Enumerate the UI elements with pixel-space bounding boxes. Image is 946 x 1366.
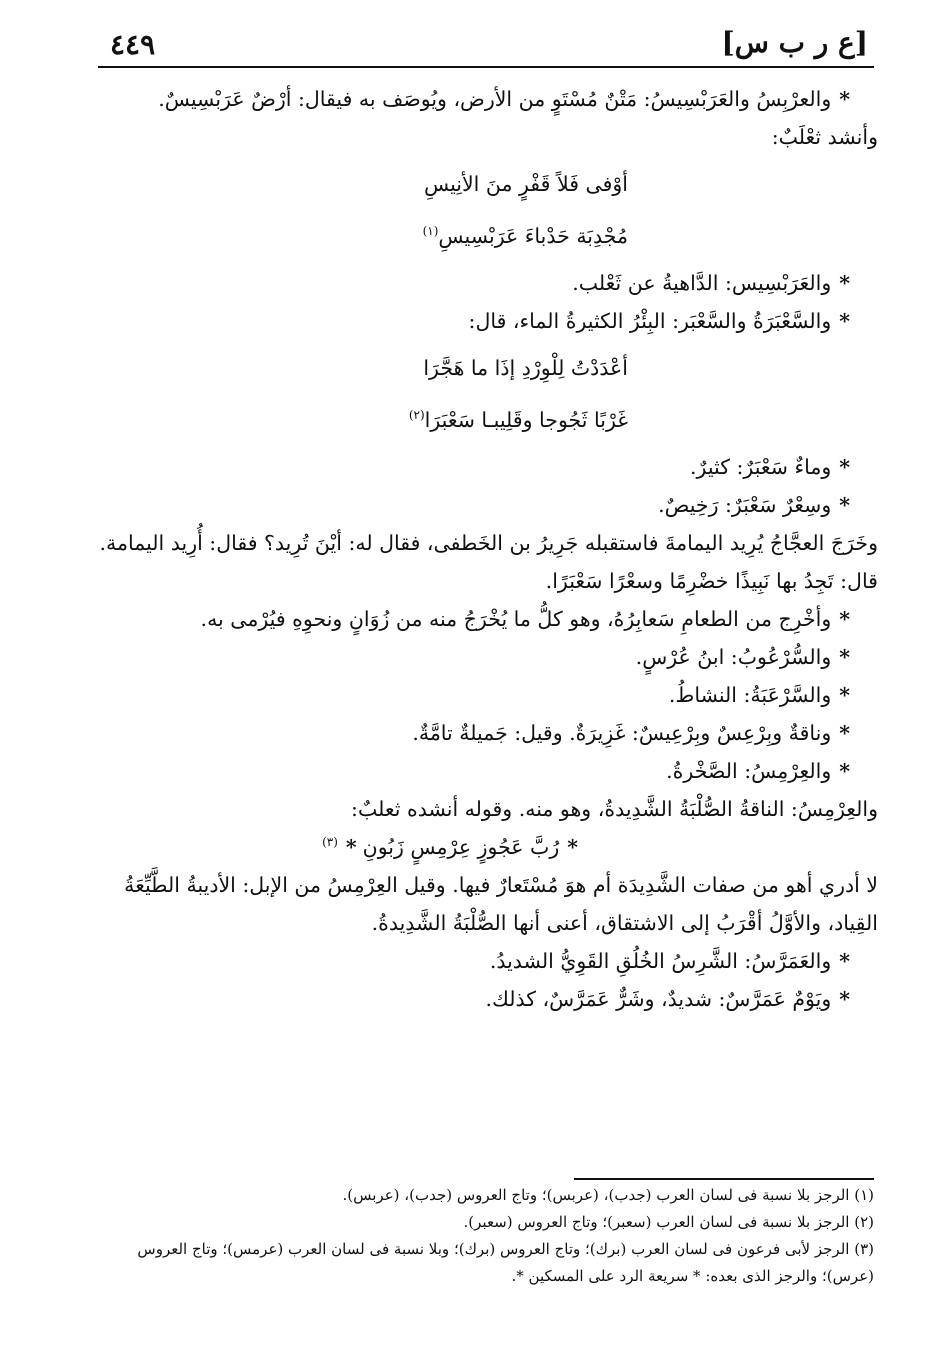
entry-paragraph bbox=[98, 676, 878, 714]
footnote: (١) الرجز بلا نسبة فى لسان العرب (جدب)، (عربس)؛ وتاج العروس (جدب)، (عربس). bbox=[342, 1186, 874, 1204]
entry-star-marker: * bbox=[839, 721, 850, 745]
entry-paragraph bbox=[98, 302, 878, 340]
entry-star-marker: * bbox=[839, 949, 850, 973]
entry-paragraph bbox=[98, 80, 878, 118]
entry-paragraph bbox=[98, 752, 878, 790]
verse-text: أعْدَدْتُ لِلْوِرْدِ إذَا ما هَجَّرَا bbox=[423, 356, 628, 380]
footnote-rule bbox=[574, 1178, 874, 1180]
footnotes bbox=[90, 1182, 874, 1290]
text-paragraph bbox=[98, 118, 878, 156]
entry-star-marker: * bbox=[839, 987, 850, 1011]
entry-text: والعرْبِسُ والعَرَبْسِيسُ: مَتْنٌ مُسْتَوٍ من الأرض، ويُوصَف به فيقال: أرْضٌ عَرَبْسِيسٌ. bbox=[158, 87, 832, 111]
paragraph-text: والعِرْمِسُ: الناقةُ الصُّلْبَةُ الشَّدِيدةُ، وهو منه. وقوله أنشده ثعلبٌ: bbox=[351, 797, 878, 821]
entry-paragraph bbox=[98, 600, 878, 638]
verse-text: غَرْبًا ثَجُوجا وقَلِيبـا سَعْبَرَا bbox=[424, 408, 628, 432]
entry-paragraph bbox=[98, 980, 878, 1018]
footnote-ref: (٣) bbox=[322, 835, 338, 850]
entry-star-marker: * bbox=[839, 87, 850, 111]
entry-text: والعَرَبْسِيس: الدَّاهيةُ عن ثَعْلب. bbox=[572, 271, 832, 295]
entry-star-marker: * bbox=[839, 271, 850, 295]
verse-line bbox=[98, 212, 878, 260]
entry-text: والسُّرْعُوبُ: ابنُ عُرْسٍ. bbox=[635, 645, 832, 669]
verse-text: مُجْدِبَة حَدْباءَ عَرَبْسِيسِ bbox=[438, 224, 628, 248]
page-number: ٤٤٩ bbox=[110, 28, 156, 61]
footnote: (٢) الرجز بلا نسبة فى لسان العرب (سعبر)؛ وتاج العروس (سعبر). bbox=[463, 1213, 874, 1231]
verse-line bbox=[98, 396, 878, 444]
root-heading: [ع ر ب س] bbox=[721, 26, 868, 59]
entry-star-marker: * bbox=[839, 645, 850, 669]
entry-paragraph bbox=[98, 942, 878, 980]
entry-text: والسَّرْعَبَةُ: النشاطُ. bbox=[668, 683, 832, 707]
verse-text: رُبَّ عَجُوزٍ عِرْمِسٍ زَبُونِ bbox=[362, 835, 560, 859]
text-paragraph bbox=[98, 790, 878, 828]
entry-star-marker: * bbox=[839, 309, 850, 333]
entry-text: وسِعْرٌ سَعْبَرٌ: رَخِيصٌ. bbox=[658, 493, 832, 517]
footnote-ref: (١) bbox=[422, 224, 439, 239]
entry-paragraph bbox=[98, 638, 878, 676]
text-paragraph bbox=[98, 866, 878, 942]
footnote: (٣) الرجز لأبى فرعون فى لسان العرب (برك)؛ وتاج العروس (برك)؛ وبلا نسبة فى لسان العرب (عرمس)؛ وتاج العروس (عرس)؛ والرجز الذى بعده: * سريعة الرد على المسكين *. bbox=[137, 1240, 874, 1285]
paragraph-text: وخَرَجَ العجَّاجُ يُرِيد اليمامةَ فاستقبله جَرِيرُ بن الخَطفى، فقال له: أيْنَ تُرِيد؟ فقال: أُرِيد اليمامة. قال: تَجِدُ بها نَبِيذًا خضْرِمًا وسعْرًا سَعْبَرًا. bbox=[99, 531, 878, 593]
header-rule bbox=[98, 66, 874, 68]
paragraph-text: لا أدري أهو من صفات الشَّدِيدَة أم هوَ مُسْتَعارٌ فيها. وقيل العِرْمِسُ من الإبل: الأديبةُ الطَّيِّعَةُ القِياد، والأوَّلُ أقْرَبُ إلى الاشتقاق، أعنى أنها الصُّلْبَةُ الشَّدِيدةُ. bbox=[124, 873, 878, 935]
page-header bbox=[98, 18, 874, 68]
entry-paragraph bbox=[98, 486, 878, 524]
entry-star-marker: * bbox=[839, 493, 850, 517]
entry-star-marker: * bbox=[839, 455, 850, 479]
entry-text: وناقةٌ وبِرْعِسٌ وبِرْعِيسٌ: غَزِيرَةٌ. وقيل: جَميلةٌ تامَّةٌ. bbox=[412, 721, 832, 745]
entry-paragraph bbox=[98, 264, 878, 302]
entry-star-marker: * bbox=[839, 759, 850, 783]
verse-text: أوْفى فَلاً قَفْرٍ منَ الأنِيسِ bbox=[423, 172, 628, 196]
entry-text: ويَوْمٌ عَمَرَّسٌ: شديدٌ، وشَرٌّ عَمَرَّسٌ، كذلك. bbox=[485, 987, 832, 1011]
main-text bbox=[98, 80, 878, 1018]
footnote-ref: (٢) bbox=[408, 408, 425, 423]
paragraph-text: وأنشد ثعْلَبٌ: bbox=[771, 125, 878, 149]
verse-star-marker: * bbox=[567, 835, 578, 859]
entry-star-marker: * bbox=[839, 683, 850, 707]
entry-text: وأخْرِج من الطعامِ سَعابِرُهُ، وهو كلُّ ما يُخْرَجُ منه من زُوَانٍ ونحوِهِ فيُرْمى به. bbox=[200, 607, 832, 631]
entry-paragraph bbox=[98, 714, 878, 752]
entry-text: والعَمَرَّسُ: الشَّرِسُ الخُلُقِ القَوِيُّ الشديدُ. bbox=[489, 949, 832, 973]
entry-text: والعِرْمِسُ: الصَّخْرةُ. bbox=[666, 759, 832, 783]
text-paragraph bbox=[98, 524, 878, 600]
entry-star-marker: * bbox=[839, 607, 850, 631]
verse-line bbox=[98, 828, 878, 866]
verse-line bbox=[98, 160, 878, 208]
entry-text: وماءٌ سَعْبَرٌ: كثيرٌ. bbox=[690, 455, 832, 479]
verse-line bbox=[98, 344, 878, 392]
entry-text: والسَّعْبَرَةُ والسَّعْبَر: البِئْرُ الكثيرةُ الماء، قال: bbox=[468, 309, 832, 333]
entry-paragraph bbox=[98, 448, 878, 486]
verse-star-marker: * bbox=[345, 835, 357, 859]
